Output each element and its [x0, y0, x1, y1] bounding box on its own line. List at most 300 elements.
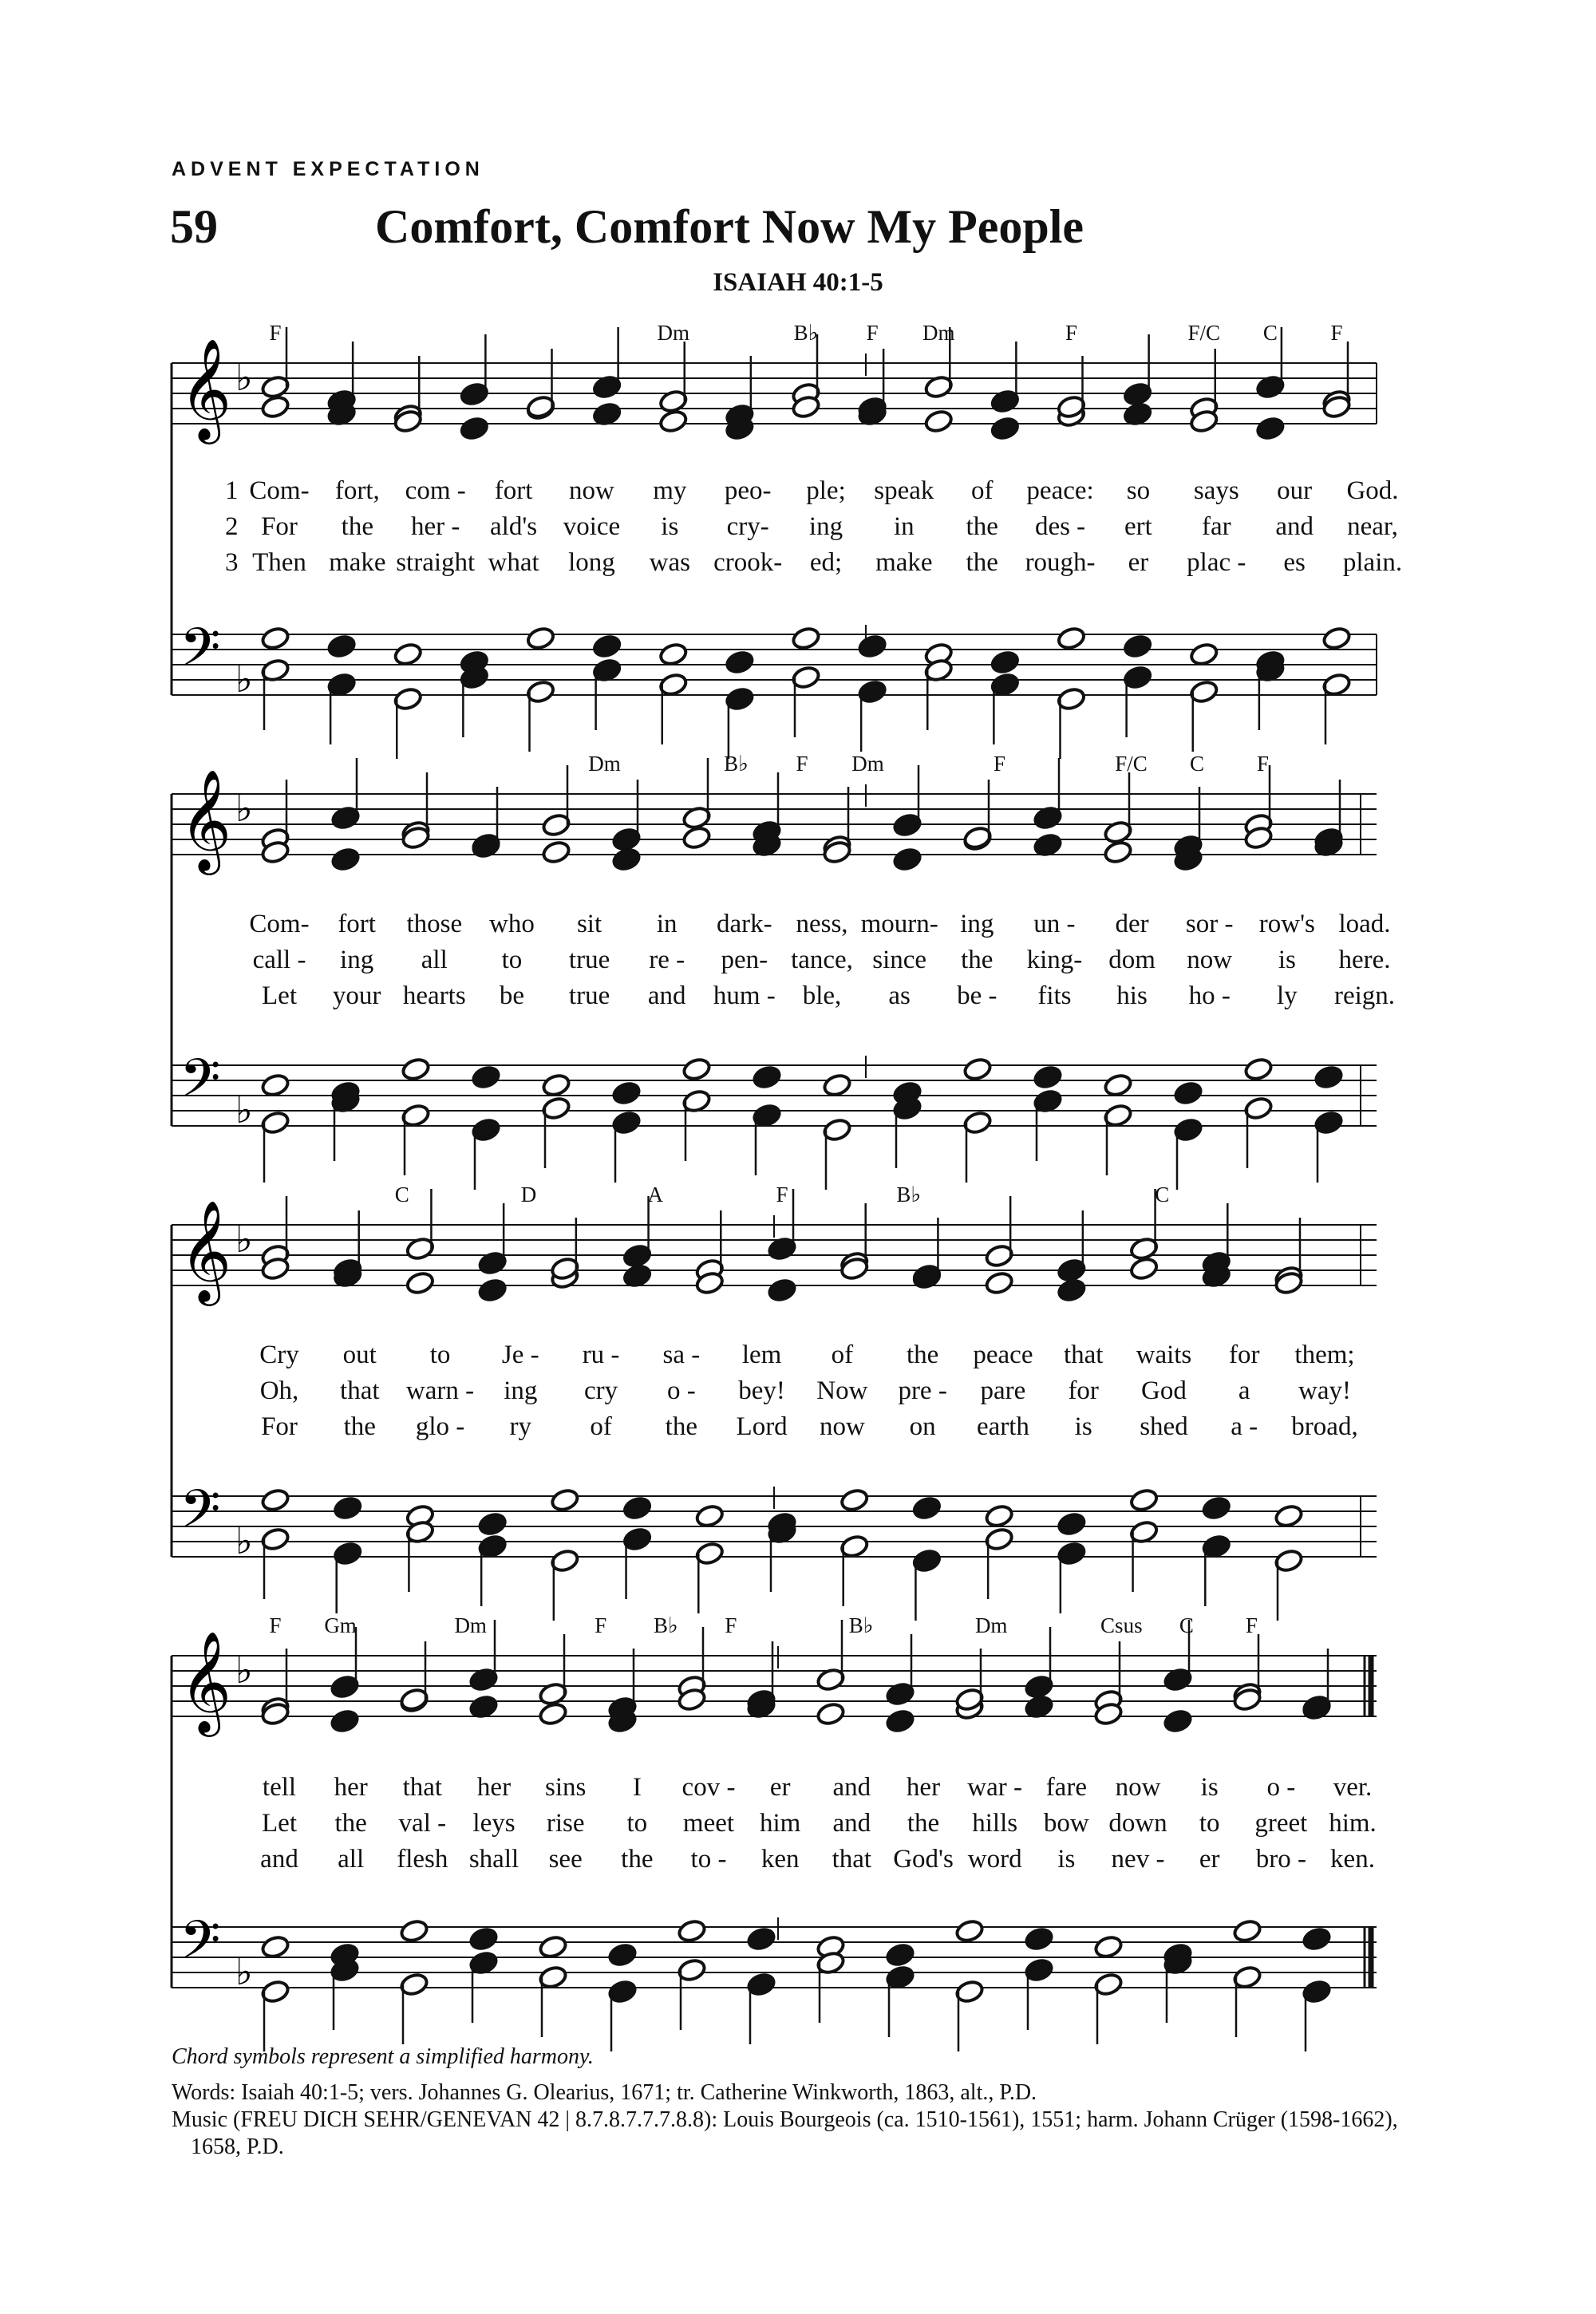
- key-flat-icon: ♭: [235, 356, 253, 399]
- lyric-syllable: those: [406, 910, 463, 938]
- lyric-syllable: all: [338, 1845, 365, 1874]
- lyric-syllable: that: [402, 1773, 443, 1802]
- notehead: [1314, 1064, 1344, 1090]
- lyric-syllable: a: [1238, 1376, 1250, 1405]
- lyric-syllable: ple;: [806, 476, 846, 505]
- notehead: [538, 1934, 568, 1960]
- lyric-syllable: ing: [808, 512, 843, 541]
- lyric-syllable: hearts: [402, 981, 466, 1010]
- notehead: [1189, 642, 1219, 667]
- lyric-syllable: now: [1187, 946, 1233, 974]
- lyric-syllable: re -: [649, 946, 685, 974]
- lyric-syllable: now: [1115, 1773, 1161, 1802]
- lyric-syllable: meet: [682, 1809, 735, 1838]
- lyric-syllable: the: [966, 548, 998, 577]
- lyric-syllable: for: [1068, 1376, 1099, 1405]
- notehead: [681, 1056, 712, 1082]
- lyric-syllable: to: [501, 946, 523, 974]
- lyric-syllable: Then: [252, 548, 306, 577]
- lyric-syllable: ken: [760, 1845, 800, 1874]
- lyric-syllable: who: [489, 910, 535, 938]
- lyric-syllable: I: [632, 1773, 642, 1802]
- lyric-syllable: now: [819, 1412, 865, 1441]
- lyric-syllable: the: [343, 1412, 376, 1441]
- notehead: [393, 642, 423, 667]
- notehead: [538, 1701, 568, 1727]
- verse-number: 1: [225, 476, 239, 505]
- lyric-syllable: peace:: [1026, 476, 1094, 505]
- lyric-syllable: fort,: [334, 476, 380, 505]
- notehead: [399, 1918, 429, 1944]
- lyric-syllable: is: [1200, 1773, 1219, 1802]
- lyric-syllable: bow: [1043, 1809, 1089, 1838]
- lyric-syllable: glo -: [415, 1412, 465, 1441]
- lyric-syllable: true: [568, 946, 610, 974]
- lyric-syllable: long: [568, 548, 615, 577]
- notehead: [767, 1277, 797, 1303]
- lyric-syllable: pen-: [721, 946, 768, 974]
- lyric-syllable: and: [647, 981, 686, 1010]
- lyric-syllable: broad,: [1291, 1412, 1358, 1441]
- lyric-syllable: is: [1057, 1845, 1076, 1874]
- lyric-syllable: ing: [504, 1376, 538, 1405]
- notehead: [694, 1503, 725, 1529]
- notehead: [541, 1072, 571, 1098]
- chord-symbol: B♭: [793, 321, 819, 345]
- lyric-syllable: him: [759, 1809, 801, 1838]
- notehead: [984, 1503, 1014, 1529]
- lyric-syllable: and: [1275, 512, 1314, 541]
- notehead: [1274, 1503, 1304, 1529]
- words-credit: Words: Isaiah 40:1-5; vers. Johannes G. Olearius, 1671; tr. Catherine Winkworth, 1863, alt., P.D.: [172, 2080, 1037, 2105]
- lyric-syllable: pre -: [898, 1376, 947, 1405]
- lyric-syllable: ness,: [796, 910, 848, 938]
- lyric-syllable: the: [334, 1809, 367, 1838]
- lyric-syllable: since: [872, 946, 927, 974]
- notehead: [1057, 626, 1087, 651]
- key-flat-icon: ♭: [235, 657, 253, 701]
- lyric-syllable: ru -: [582, 1341, 620, 1369]
- lyric-syllable: fits: [1037, 981, 1072, 1010]
- lyric-syllable: Je -: [501, 1341, 539, 1369]
- notehead: [725, 650, 755, 675]
- notehead: [816, 1701, 846, 1727]
- notehead: [746, 1926, 776, 1952]
- lyric-syllable: voice: [563, 512, 621, 541]
- lyric-syllable: sit: [576, 910, 602, 938]
- lyric-syllable: ald's: [490, 512, 538, 541]
- lyric-syllable: rise: [546, 1809, 585, 1838]
- lyric-syllable: er: [1128, 548, 1149, 577]
- lyric-syllable: in: [894, 512, 915, 541]
- chord-symbol: Gm: [324, 1613, 357, 1637]
- lyric-syllable: of: [831, 1341, 854, 1369]
- key-flat-icon: ♭: [235, 1649, 253, 1692]
- lyric-syllable: ken.: [1330, 1845, 1375, 1874]
- chord-symbol: F: [993, 752, 1006, 776]
- lyric-syllable: Now: [816, 1376, 868, 1405]
- notehead: [1103, 1072, 1133, 1098]
- lyric-syllable: on: [909, 1412, 936, 1441]
- chord-symbol: Dm: [922, 321, 955, 345]
- lyric-syllable: ho -: [1188, 981, 1231, 1010]
- lyric-syllable: ed;: [809, 548, 843, 577]
- lyric-syllable: king-: [1026, 946, 1083, 974]
- notehead: [1232, 1918, 1262, 1944]
- lyric-syllable: the: [966, 512, 998, 541]
- chord-symbol: F: [1065, 321, 1078, 345]
- lyric-syllable: was: [649, 548, 690, 577]
- notehead: [477, 1277, 508, 1303]
- notehead: [333, 1495, 363, 1521]
- lyric-syllable: speak: [874, 476, 934, 505]
- notehead: [1255, 416, 1286, 441]
- notehead: [885, 1942, 915, 1968]
- lyric-syllable: that: [1063, 1341, 1104, 1369]
- bass-clef-icon: 𝄢: [180, 1048, 221, 1122]
- notehead: [658, 409, 689, 434]
- lyric-syllable: load.: [1338, 910, 1391, 938]
- lyric-syllable: true: [568, 981, 610, 1010]
- notehead: [541, 839, 571, 865]
- chord-symbol: F: [796, 752, 808, 776]
- lyric-syllable: so: [1126, 476, 1151, 505]
- hymn-title: Comfort, Comfort Now My People: [375, 200, 1084, 253]
- lyric-syllable: ry: [509, 1412, 532, 1441]
- lyric-syllable: word: [967, 1845, 1022, 1874]
- notehead: [526, 626, 556, 651]
- notehead: [611, 1080, 642, 1106]
- notehead: [1057, 1511, 1087, 1537]
- notehead: [607, 1942, 638, 1968]
- notehead: [1129, 1256, 1159, 1281]
- notehead: [260, 394, 290, 420]
- lyric-syllable: For: [261, 512, 298, 541]
- lyric-syllable: my: [653, 476, 687, 505]
- key-flat-icon: ♭: [235, 1519, 253, 1562]
- lyric-syllable: what: [488, 548, 539, 577]
- lyric-syllable: dom: [1108, 946, 1156, 974]
- lyric-syllable: out: [342, 1341, 377, 1369]
- notehead: [962, 1056, 993, 1082]
- lyric-syllable: lem: [741, 1341, 782, 1369]
- scripture-reference: ISAIAH 40:1-5: [713, 268, 883, 297]
- lyric-syllable: un -: [1033, 910, 1076, 938]
- chord-symbols-note: Chord symbols represent a simplified harmony.: [172, 2044, 594, 2069]
- lyric-syllable: straight: [396, 548, 476, 577]
- lyric-syllable: plac -: [1187, 548, 1246, 577]
- notehead: [885, 1708, 915, 1734]
- lyric-syllable: down: [1108, 1809, 1167, 1838]
- lyric-syllable: of: [590, 1412, 612, 1441]
- notehead: [1033, 1064, 1063, 1090]
- notehead: [1201, 1495, 1231, 1521]
- lyric-syllable: of: [970, 476, 994, 505]
- lyric-syllable: now: [569, 476, 614, 505]
- notehead: [330, 847, 361, 872]
- lyric-syllable: him.: [1329, 1809, 1377, 1838]
- lyric-syllable: far: [1201, 512, 1231, 541]
- lyric-syllable: is: [1278, 946, 1296, 974]
- notehead: [990, 416, 1021, 441]
- lyric-syllable: hum -: [713, 981, 776, 1010]
- notehead: [1173, 1080, 1203, 1106]
- lyric-syllable: leys: [472, 1809, 516, 1838]
- lyric-syllable: ing: [960, 910, 994, 938]
- lyric-syllable: Cry: [259, 1341, 299, 1369]
- lyric-syllable: er: [1199, 1845, 1220, 1874]
- chord-symbol: F: [725, 1613, 737, 1637]
- notehead: [477, 1511, 508, 1537]
- notehead: [791, 626, 821, 651]
- lyric-syllable: see: [548, 1845, 583, 1874]
- bass-clef-icon: 𝄢: [180, 1479, 221, 1553]
- lyric-syllable: ing: [340, 946, 374, 974]
- chord-symbol: B♭: [896, 1183, 922, 1206]
- notehead: [658, 642, 689, 667]
- lyric-syllable: war -: [967, 1773, 1023, 1802]
- lyric-syllable: For: [261, 1412, 298, 1441]
- notehead: [1024, 1926, 1054, 1952]
- lyric-syllable: call -: [252, 946, 306, 974]
- lyric-syllable: tance,: [791, 946, 853, 974]
- music-credit: Music (FREU DICH SEHR/GENEVAN 42 | 8.7.8.7.7.7.8.8): Louis Bourgeois (ca. 1510-1561), 1551; harm. Johann Crüger (1598-1662), 1658, P.D.: [172, 2107, 1398, 2159]
- lyric-syllable: sa -: [662, 1341, 701, 1369]
- lyric-syllable: ly: [1277, 981, 1298, 1010]
- lyric-syllable: the: [906, 1341, 939, 1369]
- notehead: [401, 1056, 431, 1082]
- notehead: [1163, 1708, 1193, 1734]
- notehead: [681, 825, 712, 851]
- lyric-syllable: warn -: [405, 1376, 475, 1405]
- notehead: [990, 650, 1021, 675]
- chord-symbol: C: [394, 1183, 409, 1206]
- notehead: [260, 1072, 290, 1098]
- lyric-syllable: fort: [338, 910, 376, 938]
- chord-symbol: C: [1189, 752, 1205, 776]
- notehead: [892, 847, 922, 872]
- lyric-syllable: and: [832, 1773, 871, 1802]
- lyric-syllable: the: [621, 1845, 654, 1874]
- lyric-syllable: com -: [405, 476, 466, 505]
- lyric-syllable: waits: [1136, 1341, 1192, 1369]
- chord-symbol: F: [1256, 752, 1270, 776]
- notehead: [1302, 1926, 1332, 1952]
- key-flat-icon: ♭: [235, 1088, 253, 1131]
- lyric-syllable: be -: [957, 981, 998, 1010]
- verse-number: 2: [225, 512, 239, 541]
- lyric-syllable: make: [329, 548, 386, 577]
- lyric-syllable: shall: [468, 1845, 519, 1874]
- notehead: [857, 634, 887, 659]
- lyric-syllable: is: [661, 512, 679, 541]
- chord-symbol: C: [1262, 321, 1278, 345]
- lyric-syllable: her: [906, 1773, 941, 1802]
- notehead: [622, 1495, 653, 1521]
- lyric-syllable: for: [1228, 1341, 1260, 1369]
- lyric-syllable: des -: [1034, 512, 1086, 541]
- lyric-syllable: that: [340, 1376, 380, 1405]
- chord-symbol: F/C: [1115, 752, 1148, 776]
- notehead: [1243, 1056, 1274, 1082]
- lyric-syllable: the: [961, 946, 994, 974]
- lyric-syllable: crook-: [713, 548, 783, 577]
- lyric-syllable: be: [499, 981, 524, 1010]
- key-flat-icon: ♭: [235, 1950, 253, 1993]
- lyric-syllable: in: [656, 910, 678, 938]
- notehead: [405, 1270, 436, 1296]
- lyric-syllable: his: [1116, 981, 1148, 1010]
- lyric-syllable: that: [832, 1845, 872, 1874]
- key-flat-icon: ♭: [235, 787, 253, 830]
- lyric-syllable: God.: [1346, 476, 1399, 505]
- lyric-syllable: Let: [262, 981, 297, 1010]
- chord-symbol: Csus: [1100, 1613, 1143, 1637]
- lyric-syllable: the: [907, 1809, 940, 1838]
- notehead: [460, 416, 490, 441]
- notehead: [468, 1926, 499, 1952]
- verse-number: 3: [225, 548, 239, 577]
- lyric-syllable: says: [1193, 476, 1239, 505]
- chord-symbol: B♭: [654, 1613, 678, 1637]
- chord-symbol: Dm: [454, 1613, 487, 1637]
- lyric-syllable: to -: [690, 1845, 727, 1874]
- lyric-syllable: val -: [398, 1809, 447, 1838]
- lyric-syllable: the: [341, 512, 374, 541]
- notehead: [984, 1270, 1014, 1296]
- chord-symbol: A: [647, 1183, 663, 1206]
- lyric-syllable: a -: [1231, 1412, 1258, 1441]
- notehead: [260, 1487, 290, 1513]
- treble-clef-icon: 𝄞: [180, 1199, 232, 1301]
- lyric-syllable: ble,: [802, 981, 842, 1010]
- notehead: [326, 634, 357, 659]
- lyric-syllable: fare: [1045, 1773, 1087, 1802]
- lyric-syllable: our: [1277, 476, 1313, 505]
- lyric-syllable: ver.: [1333, 1773, 1373, 1802]
- chord-symbol: F: [1245, 1613, 1258, 1637]
- lyric-syllable: as: [888, 981, 911, 1010]
- lyric-syllable: them;: [1294, 1341, 1355, 1369]
- lyric-syllable: your: [332, 981, 381, 1010]
- chord-symbol: C: [1179, 1613, 1194, 1637]
- lyric-syllable: cry-: [726, 512, 769, 541]
- lyric-syllable: Com-: [249, 476, 310, 505]
- notehead: [839, 1487, 870, 1513]
- notehead: [471, 1064, 501, 1090]
- bass-clef-icon: 𝄢: [180, 617, 221, 691]
- notehead: [611, 847, 642, 872]
- lyric-syllable: God: [1141, 1376, 1187, 1405]
- lyric-syllable: er: [769, 1773, 791, 1802]
- chord-symbol: Dm: [851, 752, 884, 776]
- lyric-syllable: to: [1199, 1809, 1220, 1838]
- notehead: [1057, 1277, 1087, 1303]
- lyric-syllable: bey!: [738, 1376, 785, 1405]
- notehead: [1093, 1934, 1124, 1960]
- chord-symbol: F/C: [1187, 321, 1221, 345]
- lyric-syllable: way!: [1298, 1376, 1351, 1405]
- lyric-syllable: Let: [262, 1809, 297, 1838]
- lyric-syllable: her: [476, 1773, 512, 1802]
- lyric-syllable: sor -: [1185, 910, 1234, 938]
- section-heading: ADVENT EXPECTATION: [172, 158, 484, 180]
- notehead: [677, 1918, 707, 1944]
- chord-symbol: Dm: [974, 1613, 1008, 1637]
- lyric-syllable: tell: [262, 1773, 297, 1802]
- lyric-syllable: all: [421, 946, 448, 974]
- lyric-syllable: near,: [1347, 512, 1398, 541]
- lyric-syllable: the: [665, 1412, 698, 1441]
- lyric-syllable: earth: [976, 1412, 1029, 1441]
- notehead: [752, 1064, 782, 1090]
- chord-symbol: F: [776, 1183, 788, 1206]
- notehead: [912, 1495, 942, 1521]
- chord-symbol: F: [269, 321, 282, 345]
- lyric-syllable: her: [334, 1773, 368, 1802]
- key-flat-icon: ♭: [235, 1218, 253, 1261]
- lyric-syllable: greet: [1254, 1809, 1308, 1838]
- lyric-syllable: nev -: [1111, 1845, 1165, 1874]
- lyric-syllable: and: [832, 1809, 871, 1838]
- lyric-syllable: ert: [1124, 512, 1152, 541]
- notehead: [1123, 634, 1153, 659]
- lyric-syllable: Lord: [736, 1412, 788, 1441]
- chord-symbol: Dm: [657, 321, 689, 345]
- lyric-syllable: pare: [980, 1376, 1026, 1405]
- chord-symbol: C: [1155, 1183, 1170, 1206]
- lyric-syllable: to: [626, 1809, 648, 1838]
- notehead: [1321, 626, 1352, 651]
- notehead: [592, 634, 622, 659]
- lyric-syllable: plain.: [1342, 548, 1403, 577]
- lyric-syllable: to: [429, 1341, 451, 1369]
- chord-symbol: D: [520, 1183, 537, 1206]
- notehead: [330, 1708, 360, 1734]
- lyric-syllable: make: [875, 548, 933, 577]
- lyric-syllable: cov -: [681, 1773, 736, 1802]
- treble-clef-icon: 𝄞: [180, 1630, 232, 1732]
- lyric-syllable: Com-: [249, 910, 310, 938]
- hymn-number: 59: [170, 200, 218, 253]
- lyric-syllable: rough-: [1025, 548, 1096, 577]
- notehead: [550, 1487, 580, 1513]
- lyric-syllable: mourn-: [860, 910, 938, 938]
- lyric-syllable: fort: [494, 476, 533, 505]
- notehead: [923, 409, 954, 434]
- chord-symbol: Dm: [588, 752, 621, 776]
- lyric-syllable: and: [260, 1845, 298, 1874]
- chord-symbol: F: [1330, 321, 1343, 345]
- chord-symbol: B♭: [848, 1613, 874, 1637]
- lyric-syllable: es: [1283, 548, 1306, 577]
- lyric-syllable: God's: [893, 1845, 954, 1874]
- chord-symbol: B♭: [724, 752, 749, 776]
- notehead: [260, 626, 290, 651]
- lyric-syllable: o -: [666, 1376, 696, 1405]
- bass-clef-icon: 𝄢: [180, 1909, 221, 1984]
- notehead: [1103, 839, 1133, 865]
- chord-symbol: F: [595, 1613, 607, 1637]
- treble-clef-icon: 𝄞: [180, 338, 232, 440]
- chord-symbol: F: [866, 321, 879, 345]
- lyric-syllable: flesh: [397, 1845, 448, 1874]
- notehead: [822, 1072, 852, 1098]
- lyric-syllable: bro -: [1255, 1845, 1306, 1874]
- lyric-syllable: dark-: [717, 910, 772, 938]
- lyric-syllable: sins: [544, 1773, 587, 1802]
- lyric-syllable: peace: [973, 1341, 1033, 1369]
